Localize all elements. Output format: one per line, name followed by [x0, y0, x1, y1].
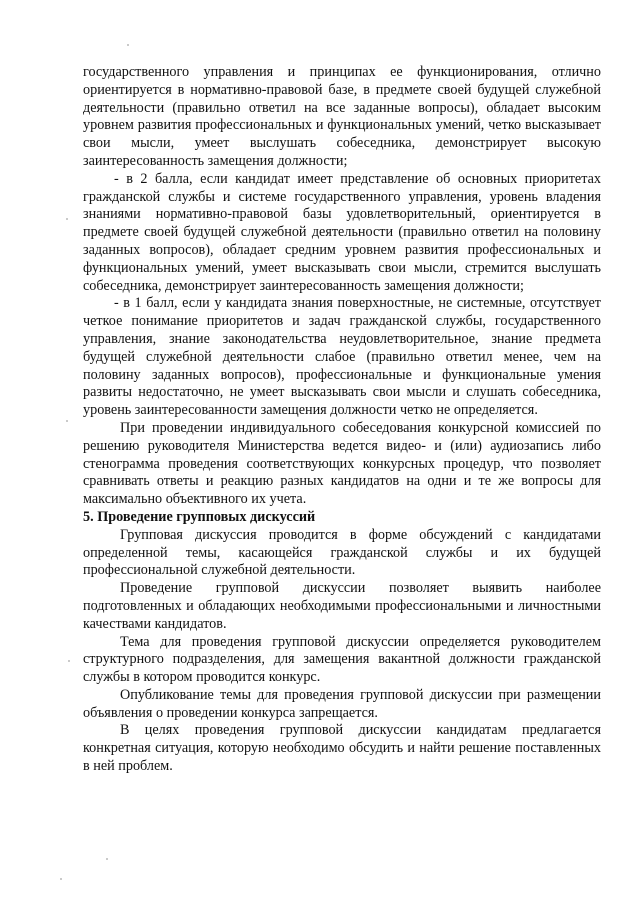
para-group-topic: Тема для проведения групповой дискуссии определяется руководителем структурного подразделения, для замещения вакантной должности гражданской службы в котором проводится конкурс.	[83, 633, 601, 686]
para-2-points: - в 2 балла, если кандидат имеет представление об основных приоритетах гражданской службы и системе государственного управления, уровень владения знаниями нормативно-правовой базы удовлетворительный, ориентируется в предмете своей будущей служебной деятельности (правильно ответил на половину заданных вопросов), обладает средним уровнем развития профессиональных и функциональных умений, умеет высказывать свои мысли, стремится выслушать собеседника, демонстрирует заинтересованность замещения должности;	[83, 170, 601, 294]
para-situation: В целях проведения групповой дискуссии кандидатам предлагается конкретная ситуация, которую необходимо обсудить и найти решение поставленных в ней проблем.	[83, 722, 601, 775]
paragraphs-before-section	[83, 64, 601, 509]
section-title: 5. Проведение групповых дискуссий	[83, 508, 316, 525]
scan-speck	[60, 878, 62, 880]
scan-speck	[106, 858, 108, 860]
scan-speck	[66, 218, 68, 220]
scan-speck	[68, 660, 70, 662]
document-page	[83, 64, 601, 776]
para-continuation: государственного управления и принципах ее функционирования, отлично ориентируется в нормативно-правовой базе, в предмете своей будущей служебной деятельности (правильно ответил на все заданные вопросы), обладает высоким уровнем развития профессиональных и функциональных умений, четко высказывает свои мысли, умеет выслушать собеседника, демонстрирует высокую заинтересованность замещения должности;	[83, 64, 601, 169]
para-group-reveal: Проведение групповой дискуссии позволяет выявить наиболее подготовленных и обладающих необходимыми профессиональными и личностными качествами кандидатов.	[83, 580, 601, 632]
scan-speck	[66, 420, 68, 422]
para-publication: Опубликование темы для проведения групповой дискуссии при размещении объявления о проведении конкурса запрещается.	[83, 686, 601, 721]
para-group-form: Групповая дискуссия проводится в форме обсуждений с кандидатами определенной темы, касающейся гражданской службы и их будущей профессиональной служебной деятельности.	[83, 526, 601, 579]
paragraphs-after-section	[83, 527, 601, 776]
para-recording: При проведении индивидуального собеседования конкурсной комиссией по решению руководителя Министерства ведется видео- и (или) аудиозапись либо стенограмма проведения соответствующих конкурсных процедур, что позволяет сравнивать ответы и реакцию разных кандидатов на одни и те же вопросы для максимально объективного их учета.	[83, 419, 601, 508]
scan-speck	[127, 44, 129, 46]
para-1-point: - в 1 балл, если у кандидата знания поверхностные, не системные, отсутствует четкое понимание приоритетов и задач гражданской службы, государственного управления, знание законодательства неудовлетворительное, знание предмета будущей служебной деятельности слабое (правильно ответил менее, чем на половину заданных вопросов), профессиональные и функциональные умения развиты недостаточно, не умеет высказывать свои мысли и слушать собеседника, уровень заинтересованности замещения должности четко не определяется.	[83, 295, 601, 419]
